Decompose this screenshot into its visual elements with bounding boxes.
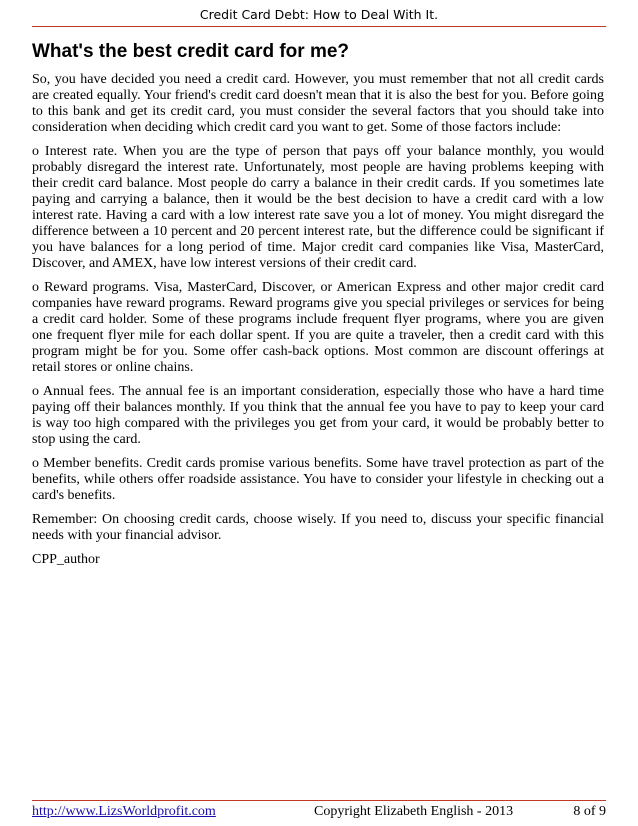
article-heading: What's the best credit card for me? [32, 41, 350, 62]
paragraph-member-benefits: o Member benefits. Credit cards promise various benefits. Some have travel protection as part of the benefits, while others offer roadside assistance. You have to consider your lifestyle in checking out a card's benefits. [32, 456, 604, 503]
paragraph-reward-programs: o Reward programs. Visa, MasterCard, Discover, or American Express and other major credit card companies have reward programs. Reward programs give you special privileges or services for being a credit card holder. Some of these programs include frequent flyer programs, where you are given one frequent flyer mile for each dollar spent. If you are quite a traveler, then a credit card with this program might be for you. Some offer cash-back options. Most common are discount offerings at retail stores or online chains. [32, 280, 604, 375]
header-divider [32, 26, 606, 27]
paragraph-remember: Remember: On choosing credit cards, choose wisely. If you need to, discuss your specific financial needs with your financial advisor. [32, 512, 604, 543]
article-body [32, 40, 604, 576]
footer-divider [32, 800, 606, 801]
paragraph-intro: So, you have decided you need a credit card. However, you must remember that not all credit cards are created equally. Your friend's credit card doesn't mean that it is also the best for you. Before going to this bank and get its credit card, you must consider the several factors that you should take into consideration when deciding which credit card you want to get. Some of those factors include: [32, 72, 604, 135]
running-header: Credit Card Debt: How to Deal With It. [199, 7, 439, 22]
website-link[interactable]: http://www.LizsWorldprofit.com [32, 804, 216, 819]
page-footer [32, 803, 606, 821]
page-number: 8 of 9 [573, 804, 606, 819]
paragraph-interest-rate: o Interest rate. When you are the type of person that pays off your balance monthly, you would probably disregard the interest rate. Unfortunately, most people are having problems keeping with their credit card balance. Most people do carry a balance in their credit cards. If you sometimes late paying and carrying a balance, then it would be the best decision to have a credit card with a low interest rate. Having a card with a low interest rate save you a lot of money. You might disregard the difference between a 10 percent and 20 percent interest rate, but the difference could be significant if you have balances for a long period of time. Major credit card companies like Visa, MasterCard, Discover, and AMEX, have low interest versions of their credit card. [32, 144, 604, 271]
author-signature: CPP_author [32, 552, 100, 567]
copyright-notice: Copyright Elizabeth English - 2013 [314, 804, 514, 819]
paragraph-annual-fees: o Annual fees. The annual fee is an important consideration, especially those who have a hard time paying off their balances monthly. If you think that the annual fee you have to pay to keep your card is way too high compared with the privileges you get from your card, it would be probably better to stop using the card. [32, 384, 604, 447]
